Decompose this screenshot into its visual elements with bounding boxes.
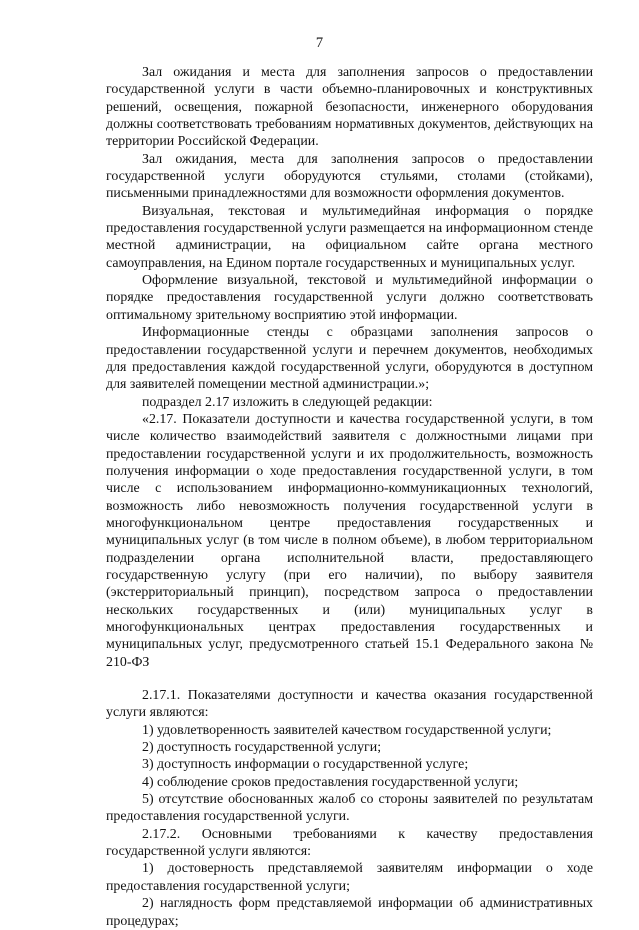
list-item: 2) доступность государственной услуги; bbox=[142, 740, 382, 756]
paragraph: Зал ожидания и места для заполнения запросов о предоставлении государственной услуги в части объемно-планировочных и конструктивных решений, освещения, пожарной безопасности, инженерного оборудования должны соответствовать требованиям нормативных документов, действующих на территории Российской Федерации. bbox=[106, 65, 593, 150]
list-item: 1) достоверность представляемой заявителям информации о ходе предоставления государственной услуги; bbox=[106, 861, 593, 894]
list-item: 4) соблюдение сроков предоставления государственной услуги; bbox=[142, 774, 519, 790]
paragraph: 2.17.1. Показателями доступности и качества оказания государственной услуги являются: bbox=[106, 688, 593, 721]
list-item: 3) доступность информации о государственной услуге; bbox=[142, 757, 469, 773]
paragraph: Зал ожидания, места для заполнения запросов о предоставлении государственной услуги оборудуются стульями, столами (стойками), письменными принадлежностями для возможности оформления документов. bbox=[106, 151, 593, 202]
paragraph: подраздел 2.17 изложить в следующей редакции: bbox=[142, 394, 433, 410]
document-body bbox=[106, 64, 593, 930]
paragraph: Оформление визуальной, текстовой и мультимедийной информации о порядке предоставления государственной услуги должно соответствовать оптимальному зрительному восприятию этой информации. bbox=[106, 273, 593, 323]
page-number: 7 bbox=[315, 35, 324, 51]
list-item: 2) наглядность форм представляемой информации об административных процедурах; bbox=[106, 896, 593, 929]
paragraph: Визуальная, текстовая и мультимедийная информация о порядке предоставления государственной услуги размещается на информационном стенде местной администрации, на официальном сайте органа местного самоуправления, на Едином портале государственных и муниципальных услуг. bbox=[106, 203, 593, 271]
paragraph: «2.17. Показатели доступности и качества государственной услуги, в том числе количество взаимодействий заявителя с должностными лицами при предоставлении государственной услуги и их продолжительность, возможность получения информации о ходе предоставления государственной услуги, в том числе с использованием информационно-коммуникационных технологий, возможность либо невозможность получения государственной услуги в многофункциональном центре предоставления государственных и муниципальных услуг (в том числе в полном объеме), в любом территориальном подразделении органа исполнительной власти, предоставляющего государственную услугу (при его наличии), по выбору заявителя (экстерриториальный принцип), посредством запроса о предоставлении нескольких государственных и (или) муниципальных услуг в многофункциональных центрах предоставления государственных и муниципальных услуг, предусмотренного статьей 15.1 Федерального закона № 210-ФЗ bbox=[106, 411, 593, 670]
paragraph: 2.17.2. Основными требованиями к качеству предоставления государственной услуги являются: bbox=[106, 826, 593, 860]
list-item: 5) отсутствие обоснованных жалоб со стороны заявителей по результатам предоставления государственной услуги. bbox=[106, 792, 593, 825]
paragraph: Информационные стенды с образцами заполнения запросов о предоставлении государственной услуги и перечнем документов, необходимых для предоставления каждой государственной услуги, оборудуются в доступном для заявителей помещении местной администрации.»; bbox=[106, 325, 593, 393]
list-item: 1) удовлетворенность заявителей качеством государственной услуги; bbox=[142, 722, 552, 738]
